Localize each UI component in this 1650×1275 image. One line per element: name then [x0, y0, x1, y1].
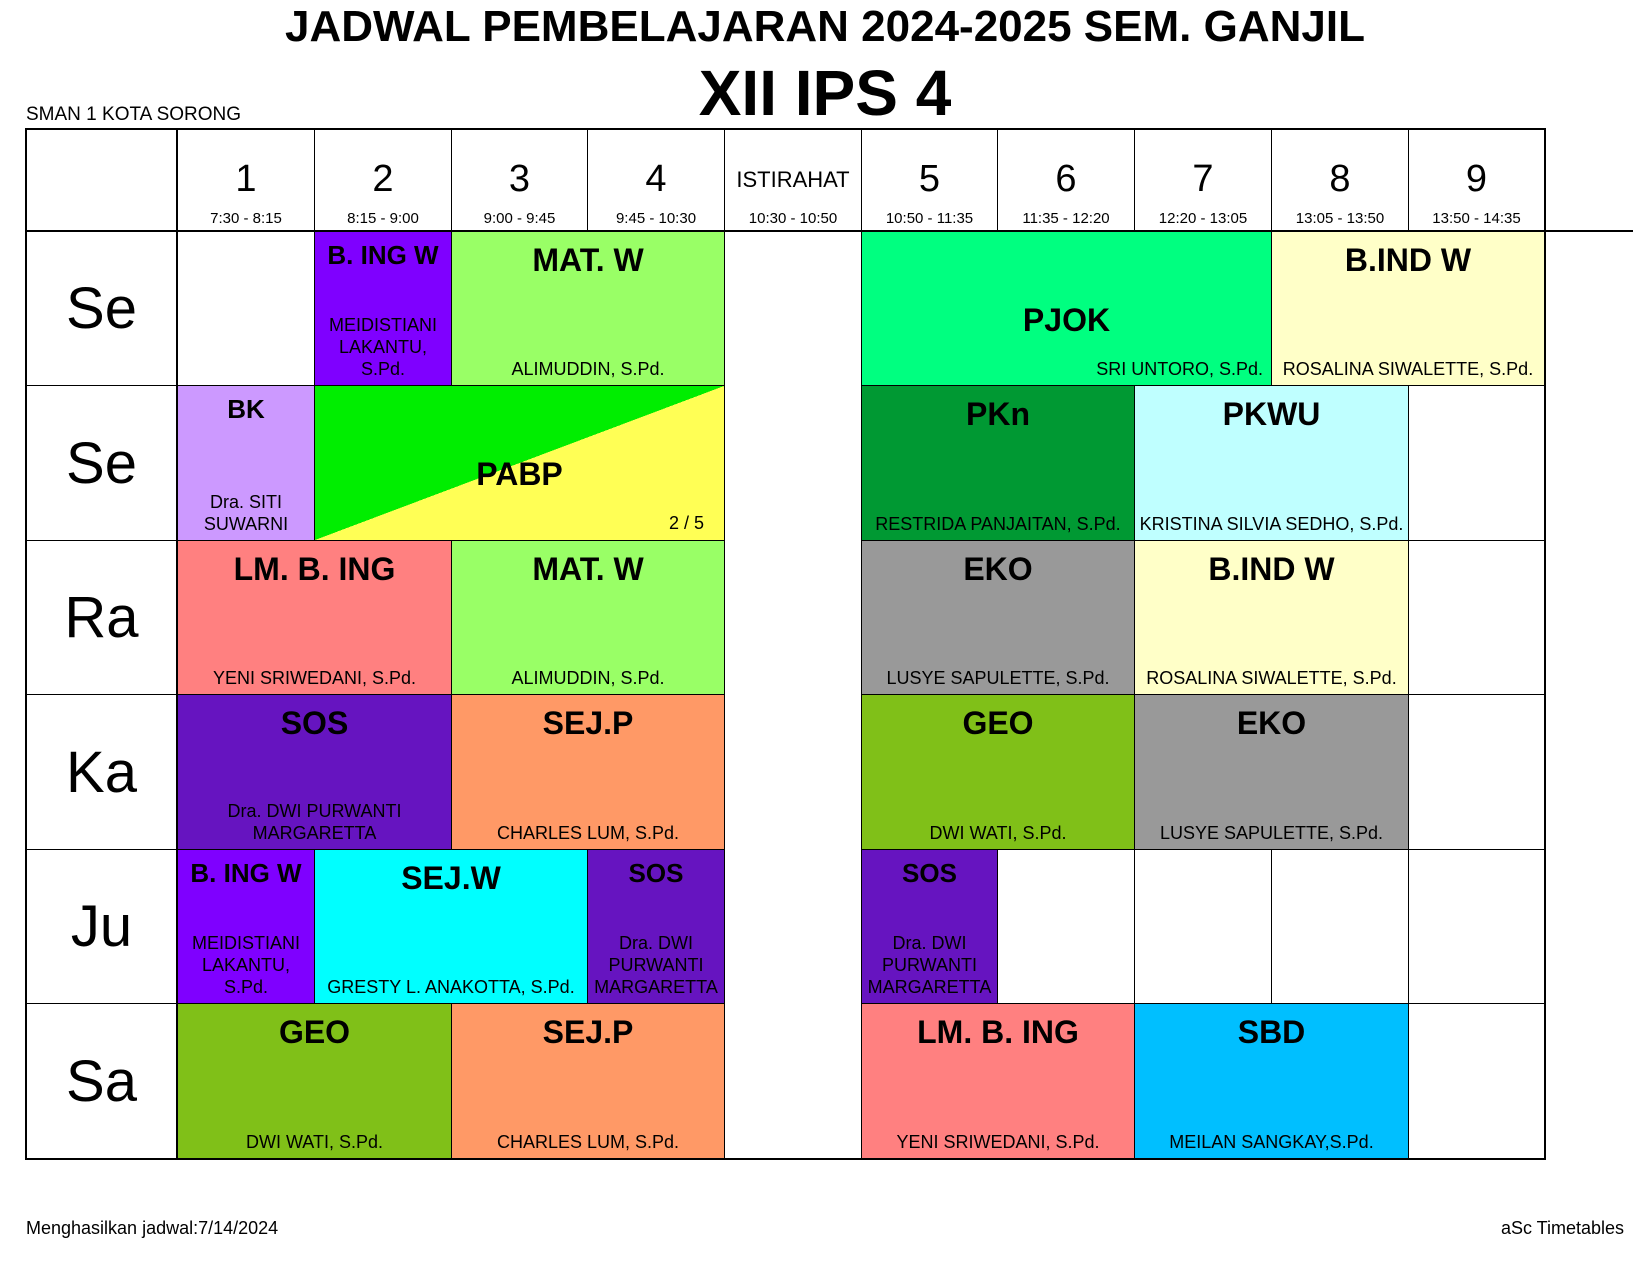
- period-time: 9:00 - 9:45: [483, 210, 556, 227]
- lesson-cell[interactable]: [861, 540, 1135, 695]
- lesson-teacher: YENI SRIWEDANI, S.Pd.: [896, 1132, 1100, 1152]
- period-time: 10:50 - 11:35: [885, 210, 974, 227]
- period-time: 8:15 - 9:00: [347, 210, 419, 227]
- lesson-teacher: GRESTY L. ANAKOTTA, S.Pd.: [327, 977, 575, 997]
- lesson-cell[interactable]: [1134, 1003, 1409, 1159]
- lesson-subject: B. ING W: [190, 858, 302, 888]
- lesson-subject: EKO: [1236, 705, 1307, 741]
- lesson-cell[interactable]: [451, 231, 725, 386]
- empty-slot[interactable]: [1408, 694, 1545, 850]
- period-time: 10:30 - 10:50: [748, 210, 838, 227]
- page-title: JADWAL PEMBELAJARAN 2024-2025 SEM. GANJIL: [285, 2, 1365, 51]
- period-number: 1: [235, 158, 257, 200]
- lesson-teacher: CHARLES LUM, S.Pd.: [496, 823, 680, 843]
- lesson-teacher: Dra. SITI SUWARNI: [203, 492, 289, 534]
- period-time: 13:05 - 13:50: [1295, 210, 1385, 227]
- empty-slot[interactable]: [1408, 385, 1545, 541]
- lesson-teacher: MEILAN SANGKAY,S.Pd.: [1169, 1132, 1374, 1152]
- lesson-subject: PJOK: [1022, 302, 1111, 338]
- empty-slot[interactable]: [997, 849, 1135, 1004]
- lesson-cell[interactable]: [177, 849, 315, 1004]
- period-number: 2: [372, 158, 394, 200]
- lesson-cell[interactable]: [177, 385, 315, 541]
- generated-date: Menghasilkan jadwal:7/14/2024: [26, 1218, 279, 1238]
- period-header-2: [314, 128, 452, 232]
- day-label: Sa: [25, 1003, 178, 1159]
- lesson-cell[interactable]: [861, 1003, 1135, 1159]
- empty-slot[interactable]: [1408, 540, 1545, 695]
- lesson-cell[interactable]: [314, 385, 725, 541]
- lesson-teacher: MEIDISTIANI LAKANTU, S.Pd.: [328, 315, 437, 379]
- lesson-cell[interactable]: [861, 385, 1135, 541]
- lesson-subject: GEO: [278, 1014, 351, 1050]
- day-label: Se: [25, 385, 178, 541]
- break-header: [724, 128, 862, 232]
- lesson-subject: B. ING W: [327, 240, 439, 270]
- lesson-cell[interactable]: [1134, 694, 1409, 850]
- lesson-cell[interactable]: [861, 231, 1272, 386]
- period-header-9: [1408, 128, 1545, 232]
- period-time: 7:30 - 8:15: [210, 210, 282, 227]
- lesson-subject: B.IND W: [1208, 551, 1335, 587]
- school-name: SMAN 1 KOTA SORONG: [26, 104, 242, 125]
- period-number: 7: [1192, 158, 1214, 200]
- lesson-subject: SOS: [902, 858, 957, 888]
- period-number: 8: [1329, 158, 1351, 200]
- lesson-cell[interactable]: [177, 540, 452, 695]
- brand-label: aSc Timetables: [1500, 1218, 1624, 1238]
- period-header-5: [861, 128, 998, 232]
- lesson-cell[interactable]: [177, 1003, 452, 1159]
- lesson-teacher: LUSYE SAPULETTE, S.Pd.: [886, 668, 1110, 688]
- timetable-grid: [25, 128, 1633, 1214]
- lesson-subject: PABP: [476, 456, 563, 492]
- day-label: Se: [25, 231, 178, 386]
- lesson-teacher: CHARLES LUM, S.Pd.: [496, 1132, 680, 1152]
- lesson-cell[interactable]: [1134, 540, 1409, 695]
- lesson-cell[interactable]: [177, 694, 452, 850]
- lesson-subject: B.IND W: [1344, 242, 1472, 278]
- class-name: XII IPS 4: [698, 57, 952, 129]
- lesson-teacher: LUSYE SAPULETTE, S.Pd.: [1159, 823, 1384, 843]
- period-header-6: [997, 128, 1135, 232]
- lesson-cell[interactable]: [314, 849, 588, 1004]
- lesson-subject: SBD: [1237, 1014, 1306, 1050]
- period-header-1: [177, 128, 315, 232]
- lesson-teacher: Dra. DWI PURWANTI MARGARETTA: [594, 933, 718, 997]
- period-header-7: [1134, 128, 1272, 232]
- lesson-cell[interactable]: [314, 231, 452, 386]
- lesson-teacher: ROSALINA SIWALETTE, S.Pd.: [1146, 668, 1397, 688]
- empty-slot[interactable]: [1408, 1003, 1545, 1159]
- break-column: [724, 231, 862, 1159]
- lesson-cell[interactable]: [861, 849, 998, 1004]
- lesson-subject: MAT. W: [532, 242, 644, 278]
- period-header-8: [1271, 128, 1409, 232]
- period-number: 4: [645, 158, 667, 200]
- period-number: 3: [508, 158, 531, 200]
- lesson-teacher: ALIMUDDIN, S.Pd.: [511, 359, 665, 379]
- header-separator: [25, 230, 1633, 232]
- lesson-cell[interactable]: [451, 540, 725, 695]
- lesson-subject: LM. B. ING: [233, 551, 396, 587]
- period-time: 9:45 - 10:30: [615, 210, 697, 227]
- empty-slot[interactable]: [177, 231, 315, 386]
- lesson-subject: SEJ.W: [401, 860, 501, 896]
- lesson-subject: PKn: [966, 396, 1030, 432]
- lesson-teacher: Dra. DWI PURWANTI MARGARETTA: [227, 801, 402, 843]
- period-header-3: [451, 128, 588, 232]
- period-time: 12:20 - 13:05: [1158, 210, 1248, 227]
- lesson-subject: GEO: [962, 705, 1034, 741]
- lesson-subject: BK: [227, 394, 265, 424]
- lesson-teacher: ROSALINA SIWALETTE, S.Pd.: [1282, 359, 1534, 379]
- lesson-cell[interactable]: [861, 694, 1135, 850]
- lesson-subject: LM. B. ING: [917, 1014, 1079, 1050]
- lesson-teacher: ALIMUDDIN, S.Pd.: [511, 668, 665, 688]
- lesson-cell[interactable]: [587, 849, 725, 1004]
- lesson-subject: PKWU: [1222, 396, 1321, 432]
- period-time: 11:35 - 12:20: [1022, 210, 1110, 227]
- lesson-teacher: DWI WATI, S.Pd.: [245, 1132, 383, 1152]
- empty-slot[interactable]: [1271, 849, 1409, 1004]
- day-label: Ka: [25, 694, 178, 850]
- period-header-4: [587, 128, 725, 232]
- empty-slot[interactable]: [1134, 849, 1272, 1004]
- period-number: 5: [918, 158, 941, 200]
- lesson-teacher: DWI WATI, S.Pd.: [929, 823, 1067, 843]
- lesson-subject: EKO: [963, 551, 1033, 587]
- lesson-count: 2 / 5: [668, 513, 704, 533]
- day-label: Ju: [25, 849, 178, 1004]
- lesson-cell[interactable]: [451, 1003, 725, 1159]
- lesson-teacher: SRI UNTORO, S.Pd.: [1096, 359, 1263, 379]
- lesson-teacher: YENI SRIWEDANI, S.Pd.: [212, 668, 417, 688]
- lesson-subject: MAT. W: [532, 551, 644, 587]
- lesson-teacher: KRISTINA SILVIA SEDHO, S.Pd.: [1139, 514, 1404, 534]
- lesson-teacher: MEIDISTIANI LAKANTU, S.Pd.: [191, 933, 300, 997]
- lesson-teacher: RESTRIDA PANJAITAN, S.Pd.: [875, 514, 1121, 534]
- corner-cell: [25, 128, 178, 232]
- day-label: Ra: [25, 540, 178, 695]
- lesson-teacher: Dra. DWI PURWANTI MARGARETTA: [867, 933, 992, 997]
- empty-slot[interactable]: [1408, 849, 1545, 1004]
- lesson-cell[interactable]: [1134, 385, 1409, 541]
- lesson-subject: SOS: [628, 858, 684, 888]
- period-time: 13:50 - 14:35: [1432, 210, 1521, 227]
- lesson-cell[interactable]: [1271, 231, 1545, 386]
- period-number: ISTIRAHAT: [736, 167, 850, 192]
- day-column-separator: [176, 128, 178, 1158]
- lesson-cell[interactable]: [451, 694, 725, 850]
- period-number: 6: [1055, 158, 1077, 200]
- period-number: 9: [1465, 158, 1488, 200]
- lesson-subject: SOS: [280, 705, 349, 741]
- lesson-subject: SEJ.P: [542, 705, 634, 741]
- lesson-subject: SEJ.P: [542, 1014, 634, 1050]
